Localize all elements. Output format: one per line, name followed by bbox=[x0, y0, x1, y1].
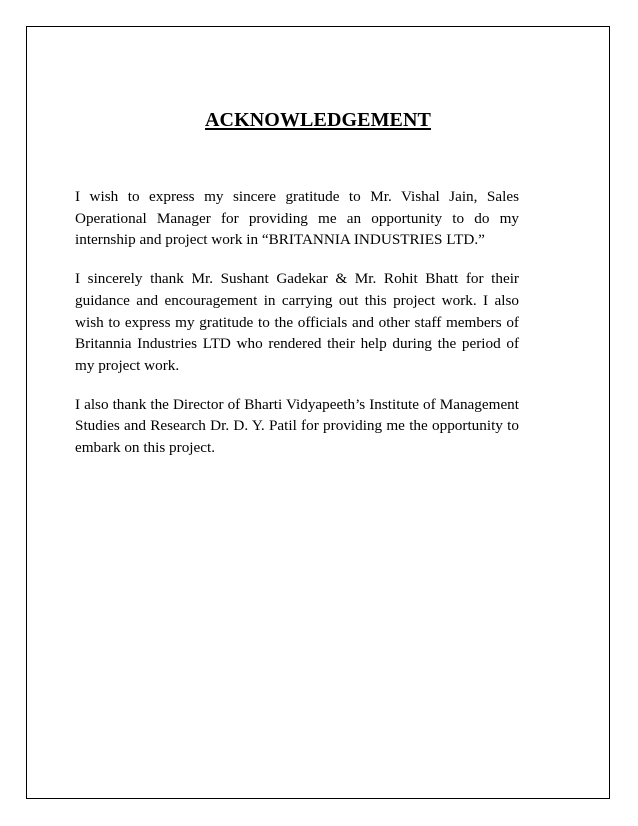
paragraph-gratitude-manager: I wish to express my sincere gratitude to Mr. Vishal Jain, Sales Operational Manager for providing me an opportunity to do my internship and project work in “BRITANNIA INDUSTRIES LTD.” bbox=[75, 188, 519, 249]
paragraph-thanks-director: I also thank the Director of Bharti Vidyapeeth’s Institute of Management Studies and Research Dr. D. Y. Patil for providing me the opportunity to embark on this project. bbox=[75, 395, 519, 457]
page-title: ACKNOWLEDGEMENT bbox=[205, 109, 431, 131]
paragraph-thanks-guides: I sincerely thank Mr. Sushant Gadekar & Mr. Rohit Bhatt for their guidance and encouragement in carrying out this project work. I also wish to express my gratitude to the officials and other staff members of Britannia Industries LTD who rendered their help during the period of my project work. bbox=[75, 270, 519, 374]
acknowledgement-body bbox=[75, 186, 519, 476]
